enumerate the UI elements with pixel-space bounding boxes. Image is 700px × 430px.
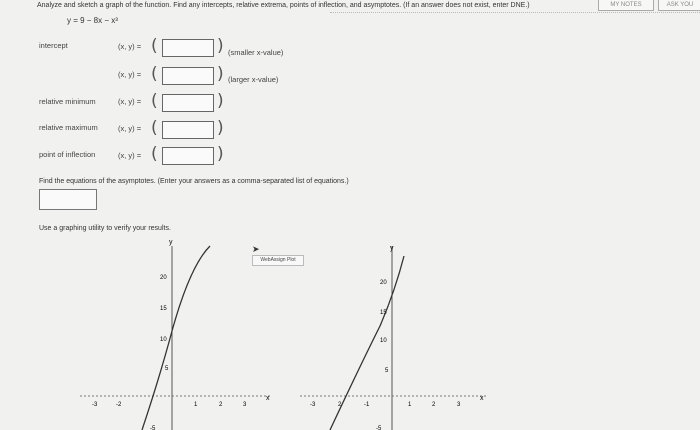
open-paren: (: [151, 36, 158, 56]
smaller-x-hint: (smaller x-value): [228, 48, 284, 57]
xy-label: (x, y) =: [118, 70, 142, 79]
function-equation: y = 9 − 8x − x³: [67, 16, 118, 25]
close-paren: ): [217, 64, 224, 84]
y-tick-label: 10: [380, 338, 387, 344]
relative-maximum-label: relative maximum: [39, 123, 98, 132]
close-paren: ): [217, 91, 224, 111]
graphing-prompt: Use a graphing utility to verify your results.: [39, 225, 171, 232]
x-tick-label: -1: [364, 402, 370, 408]
asymptotes-prompt: Find the equations of the asymptotes. (Enter your answers as a comma-separated list of equations.): [39, 178, 349, 185]
open-paren: (: [151, 118, 158, 138]
webassign-plot-button[interactable]: WebAssign Plot: [252, 255, 304, 266]
xy-label: (x, y) =: [118, 124, 142, 133]
x-tick-label: -2: [116, 402, 122, 408]
open-paren: (: [151, 144, 158, 164]
xy-label: (x, y) =: [118, 42, 142, 51]
x-tick-label: -3: [92, 402, 98, 408]
x-tick-label: 3: [457, 402, 461, 408]
header-divider: [330, 12, 700, 13]
ask-teacher-button[interactable]: ASK YOU: [658, 0, 700, 11]
x-tick-label: -3: [310, 402, 316, 408]
relative-minimum-label: relative minimum: [39, 97, 96, 106]
x-axis-label: x: [266, 395, 270, 402]
graph-left: [80, 236, 280, 430]
y-tick-label: -5: [376, 426, 382, 430]
close-paren: ): [217, 36, 224, 56]
graph-right: [300, 236, 500, 430]
y-axis-label: y: [169, 239, 173, 246]
intercept-label: intercept: [39, 41, 68, 50]
relative-maximum-input[interactable]: [162, 121, 214, 139]
intercept-larger-input[interactable]: [162, 67, 214, 85]
y-tick-label: 5: [385, 368, 389, 374]
x-tick-label: 2: [219, 402, 223, 408]
y-tick-label: 15: [380, 310, 387, 316]
x-axis-label: x: [480, 395, 484, 402]
y-tick-label: 20: [160, 275, 167, 281]
x-tick-label: 1: [408, 402, 412, 408]
my-notes-button[interactable]: MY NOTES: [598, 0, 654, 11]
y-tick-label: 10: [160, 337, 167, 343]
xy-label: (x, y) =: [118, 151, 142, 160]
close-paren: ): [217, 118, 224, 138]
asymptotes-input[interactable]: [39, 189, 97, 210]
x-tick-label: 2: [338, 402, 342, 408]
x-tick-label: 3: [243, 402, 247, 408]
point-of-inflection-input[interactable]: [162, 147, 214, 165]
point-of-inflection-label: point of inflection: [39, 150, 96, 159]
relative-minimum-input[interactable]: [162, 94, 214, 112]
open-paren: (: [151, 64, 158, 84]
y-axis-label: y: [390, 245, 394, 252]
intercept-smaller-input[interactable]: [162, 39, 214, 57]
y-tick-label: 15: [160, 306, 167, 312]
y-tick-label: 5: [165, 366, 169, 372]
x-tick-label: 2: [432, 402, 436, 408]
function-curve: [142, 246, 210, 430]
cursor-icon: ➤: [252, 244, 260, 254]
larger-x-hint: (larger x-value): [228, 75, 279, 84]
xy-label: (x, y) =: [118, 97, 142, 106]
y-tick-label: -5: [150, 426, 156, 430]
y-tick-label: 20: [380, 280, 387, 286]
problem-instructions: Analyze and sketch a graph of the function. Find any intercepts, relative extrema, points of inflection, and asymptotes. (If an answer does not exist, enter DNE.): [37, 2, 530, 9]
open-paren: (: [151, 91, 158, 111]
close-paren: ): [217, 144, 224, 164]
x-tick-label: 1: [194, 402, 198, 408]
